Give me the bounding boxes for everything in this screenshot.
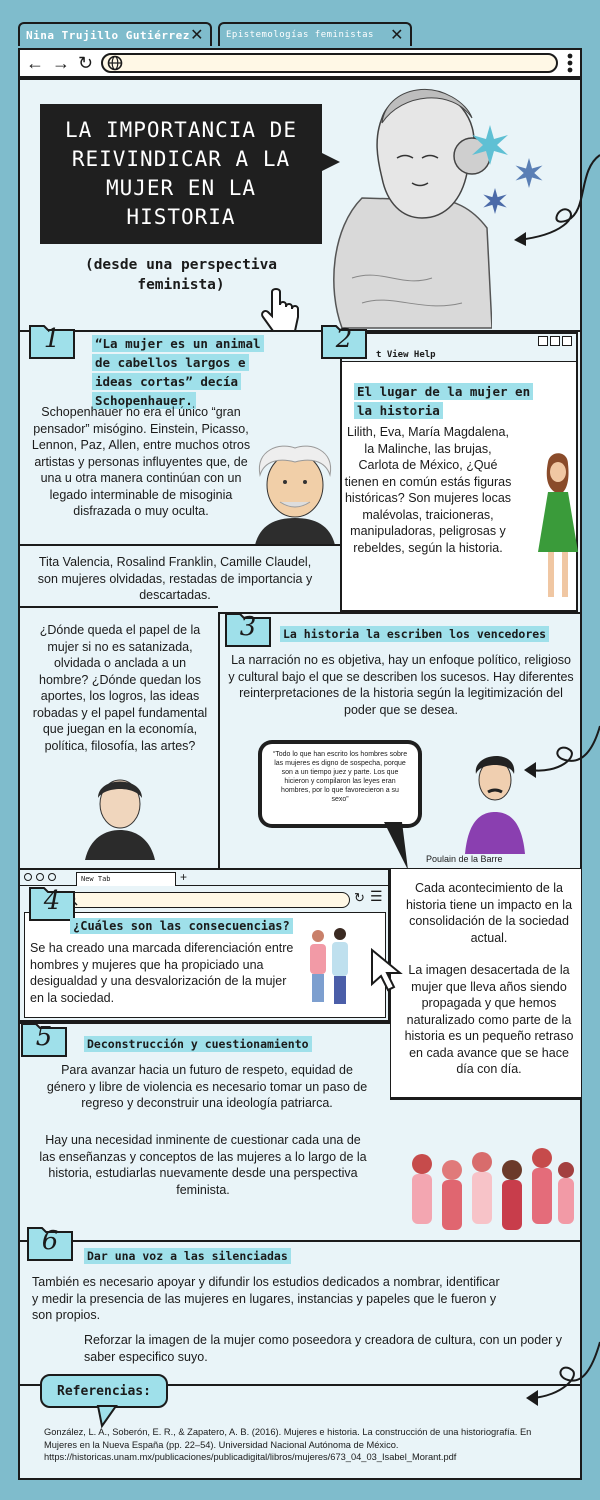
- tab-topic[interactable]: [218, 22, 412, 46]
- globe-icon: [107, 55, 123, 71]
- menu-icon[interactable]: ☰: [370, 888, 383, 904]
- divider: [18, 1022, 390, 1024]
- section-number-3: 3: [224, 608, 272, 648]
- bust-illustration: [322, 78, 492, 330]
- section4-body: Se ha creado una marcada diferenciación entre hombres y mujeres que ha propiciado una desigualdad y una desvalorización de la mujer en la sociedad.: [30, 941, 294, 1005]
- window-search-input[interactable]: [60, 892, 350, 908]
- reload-icon[interactable]: ↻: [78, 52, 94, 73]
- star-icon: [470, 125, 510, 165]
- women-group-illustration: [400, 1140, 580, 1248]
- einstein-portrait: [250, 440, 340, 545]
- window-controls[interactable]: [538, 336, 572, 346]
- divider: [218, 612, 220, 868]
- divider: [390, 1098, 582, 1100]
- tab-author[interactable]: [18, 22, 212, 46]
- section-number-4: 4: [28, 882, 76, 922]
- section-number-5: 5: [20, 1018, 68, 1058]
- divider: [218, 612, 582, 614]
- page-subtitle: (desde una perspectiva feminista): [84, 257, 278, 293]
- page-title: LA IMPORTANCIA DE REIVINDICAR A LA MUJER EN LA HISTORIA: [40, 104, 322, 244]
- curly-arrow: [520, 724, 600, 784]
- tab-topic-label: Epistemologías feministas: [226, 30, 374, 40]
- section5-p2: Hay una necesidad inminente de cuestionar cada una de las enseñanzas y conceptos de las mujeres a lo largo de la historia, estudiarlas nuevamente desde una perspectiva feminista.: [39, 1133, 367, 1197]
- tab-new-tab[interactable]: New Tab: [76, 872, 176, 886]
- forgotten-women-text: Tita Valencia, Rosalind Franklin, Camille Claudel, son mujeres olvidadas, restadas de importancia y descartadas.: [37, 555, 313, 602]
- impact-text: Cada acontecimiento de la historia tiene un impacto en la consolidación de la sociedad actual.: [405, 881, 573, 945]
- section-number-6: 6: [26, 1222, 74, 1262]
- browser-toolbar: [18, 48, 582, 78]
- portrait-caption: Poulain de la Barre: [426, 854, 503, 864]
- divider: [18, 606, 218, 608]
- section-number-1: 1: [28, 320, 76, 360]
- reload-icon[interactable]: ↻: [354, 890, 365, 905]
- address-bar[interactable]: [101, 53, 558, 73]
- section3-heading: La historia la escriben los vencedores: [280, 624, 549, 643]
- divider: [18, 1240, 582, 1242]
- window-menubar: t View Help: [342, 334, 576, 362]
- tab-author-label: Nina Trujillo Gutiérrez: [26, 28, 190, 42]
- image-text: La imagen desacertada de la mujer que lleva años siendo propagada y que hemos naturalizado como parte de la historia es un pequeño retraso en cada avance que se hace día con día.: [404, 963, 574, 1076]
- section5-heading: Deconstrucción y cuestionamiento: [84, 1034, 312, 1053]
- section6-heading: Dar una voz a las silenciadas: [84, 1246, 291, 1265]
- bubble-tail: [384, 822, 410, 872]
- section2-heading: El lugar de la mujer en la historia: [354, 382, 544, 420]
- section1-quote: “La mujer es un animal de cabellos largos e ideas cortas” decía Schopenhauer.: [92, 334, 272, 410]
- star-icon: [482, 188, 508, 214]
- label-tail: [96, 1404, 118, 1428]
- references-label: Referencias:: [40, 1374, 168, 1408]
- section5-p1: Para avanzar hacia un futuro de respeto, equidad de género y libre de violencia es necesario tomar un paso de regreso y deconstruir una ideología patriarca.: [46, 1063, 368, 1110]
- references-text: González, L. A., Soberón, E. R., & Zapatero, A. B. (2016). Mujeres e historia. La construcción de una historiografía. En Mujeres en la Nueva España (pp. 22–54). Universidad Nacional Autónoma de México. https://historicas.unam.mx/publicaciones/publicadigital/libros/mujeres/673_04_03_Isabel_Morant.pdf: [44, 1427, 532, 1462]
- section3-body: La narración no es objetiva, hay un enfoque político, religioso y cultural bajo el que se describen los sucesos. Hay diferentes reinterpretaciones de la historia según la legitimización del poder que se desea.: [228, 653, 574, 717]
- close-icon[interactable]: ✕: [190, 27, 204, 44]
- quote-bubble: [258, 740, 422, 828]
- bubble-quote-text: “Todo lo que han escrito los hombres sobre las mujeres es digno de sospecha, porque son a un tiempo juez y parte. Los que hicieron y compilaron las leyes eran hombres, por lo que favorecieron a su sexo”: [262, 744, 418, 824]
- new-tab-plus-icon[interactable]: +: [180, 870, 188, 884]
- section-number-2: 2: [320, 320, 368, 360]
- woman-green-dress-illustration: [530, 452, 584, 602]
- forward-arrow-icon[interactable]: →: [52, 52, 70, 73]
- section2-body: Lilith, Eva, María Magdalena, la Malinche, las brujas, Carlota de México, ¿Qué tienen en común estás figuras históricas? Son mujeres locas malévolas, traicioneras, manipuladoras, peligrosas y rebeldes, según la historia.: [344, 425, 512, 555]
- divider: [18, 544, 340, 546]
- menu-dots-icon[interactable]: [566, 52, 574, 74]
- curly-arrow: [508, 150, 600, 250]
- section6-p1: También es necesario apoyar y difundir los estudios dedicados a nombrar, identificar y medir la presencia de las mujeres en lugares, instancias y papeles que le fueron y son propios.: [32, 1275, 500, 1322]
- cursor-arrow-icon: [370, 948, 404, 992]
- section4-heading: ¿Cuáles son las consecuencias?: [70, 916, 293, 935]
- question-text: ¿Dónde queda el papel de la mujer si no es satanizada, olvidada o anclada a un hombre? ¿Dónde quedan los aportes, los logros, las ideas robadas y el papel fundamental que juegan en la economía, política, filosofía, las artes?: [32, 623, 208, 753]
- close-icon[interactable]: ✕: [390, 27, 404, 44]
- couple-illustration: [304, 924, 354, 1010]
- section6-p2: Reforzar la imagen de la mujer como poseedora y creadora de cultura, con un poder y saber especifico suyo.: [84, 1333, 563, 1364]
- curly-arrow: [520, 1340, 600, 1410]
- back-arrow-icon[interactable]: ←: [26, 52, 44, 73]
- section1-body: Schopenhauer no era el único “gran pensador” misógino. Einstein, Picasso, Lennon, Paz, Allen, entre muchos otros artistas y personas influyentes que, de una u otra manera continúan con un legado interminable de misoginia disfrazada o muy oculta.: [31, 405, 251, 518]
- woman-portrait: [80, 768, 160, 860]
